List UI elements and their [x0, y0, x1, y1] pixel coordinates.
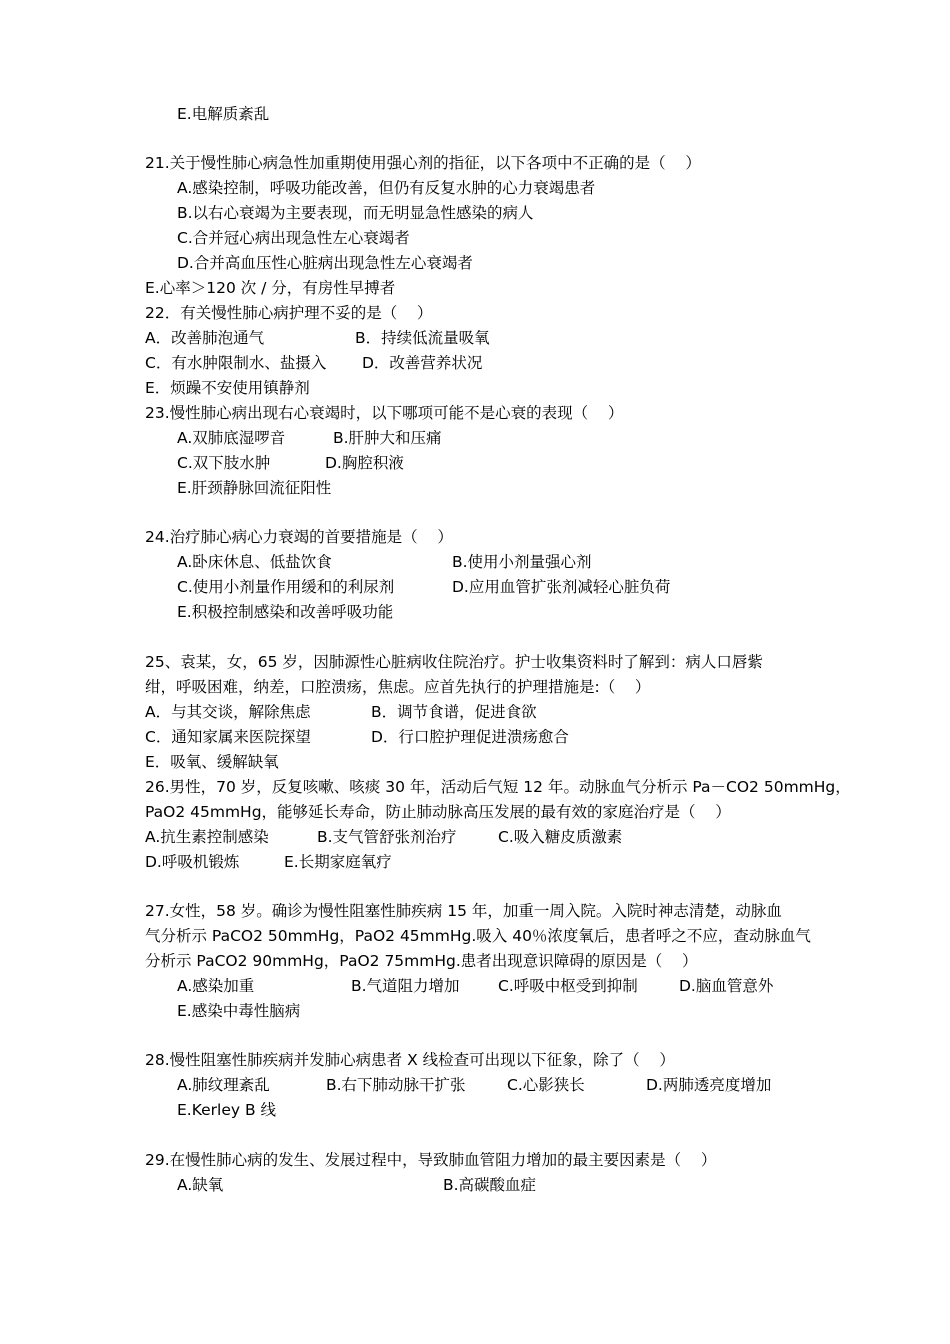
option-q21-c: C.合并冠心病出现急性左心衰竭者: [177, 229, 410, 247]
option-q26-e: E.长期家庭氧疗: [284, 853, 392, 871]
question-21-stem: 21.关于慢性肺心病急性加重期使用强心剂的指征，以下各项中不正确的是（ ）: [145, 154, 701, 172]
option-q22-b: B．持续低流量吸氧: [355, 329, 490, 347]
option-q24-a: A.卧床休息、低盐饮食: [177, 553, 332, 571]
option-q25-c: C．通知家属来医院探望: [145, 728, 311, 746]
question-23-stem: 23.慢性肺心病出现右心衰竭时，以下哪项可能不是心衰的表现（ ）: [145, 404, 624, 422]
option-q22-e: E．烦躁不安使用镇静剂: [145, 379, 310, 397]
question-22-stem: 22．有关慢性肺心病护理不妥的是（ ）: [145, 304, 433, 322]
option-q24-e: E.积极控制感染和改善呼吸功能: [177, 603, 394, 621]
option-q28-a: A.肺纹理紊乱: [177, 1076, 270, 1094]
option-q24-c: C.使用小剂量作用缓和的利尿剂: [177, 578, 395, 596]
question-27-stem-line3: 分析示 PaCO2 90mmHg，PaO2 75mmHg.患者出现意识障碍的原因是（ ）: [145, 952, 698, 970]
option-q20-e: E.电解质紊乱: [177, 105, 270, 123]
option-q28-c: C.心影狭长: [507, 1076, 585, 1094]
option-q26-d: D.呼吸机锻炼: [145, 853, 240, 871]
option-q27-b: B.气道阻力增加: [351, 977, 460, 995]
option-q27-e: E.感染中毒性脑病: [177, 1002, 301, 1020]
option-q26-a: A.抗生素控制感染: [145, 828, 269, 846]
option-q25-d: D．行口腔护理促进溃疡愈合: [371, 728, 569, 746]
option-q28-b: B.右下肺动脉干扩张: [326, 1076, 466, 1094]
question-25-stem-line1: 25、袁某，女，65 岁，因肺源性心脏病收住院治疗。护士收集资料时了解到：病人口唇紫: [145, 653, 763, 671]
option-q29-b: B.高碳酸血症: [443, 1176, 537, 1194]
option-q28-d: D.两肺透亮度增加: [646, 1076, 772, 1094]
option-q23-e: E.肝颈静脉回流征阳性: [177, 479, 332, 497]
option-q27-a: A.感染加重: [177, 977, 255, 995]
option-q23-b: B.肝肿大和压痛: [333, 429, 442, 447]
option-q27-c: C.呼吸中枢受到抑制: [498, 977, 638, 995]
option-q27-d: D.脑血管意外: [679, 977, 774, 995]
option-q24-b: B.使用小剂量强心剂: [452, 553, 592, 571]
question-27-stem-line1: 27.女性，58 岁。确诊为慢性阻塞性肺疾病 15 年，加重一周入院。入院时神志清楚，动脉血: [145, 902, 782, 920]
question-25-stem-line2: 绀，呼吸困难，纳差，口腔溃疡，焦虑。应首先执行的护理措施是:（ ）: [145, 678, 651, 696]
option-q25-b: B．调节食谱，促进食欲: [371, 703, 537, 721]
question-24-stem: 24.治疗肺心病心力衰竭的首要措施是（ ）: [145, 528, 453, 546]
option-q26-c: C.吸入糖皮质激素: [498, 828, 623, 846]
option-q24-d: D.应用血管扩张剂减轻心脏负荷: [452, 578, 671, 596]
option-q23-c: C.双下肢水肿: [177, 454, 271, 472]
option-q21-e: E.心率＞120 次 / 分，有房性早搏者: [145, 279, 396, 297]
question-28-stem: 28.慢性阻塞性肺疾病并发肺心病患者 X 线检查可出现以下征象，除了（ ）: [145, 1051, 675, 1069]
option-q25-e: E．吸氧、缓解缺氧: [145, 753, 279, 771]
question-27-stem-line2: 气分析示 PaCO2 50mmHg，PaO2 45mmHg.吸入 40％浓度氧后，患者呼之不应，查动脉血气: [145, 927, 811, 945]
option-q22-d: D．改善营养状况: [362, 354, 483, 372]
option-q29-a: A.缺氧: [177, 1176, 224, 1194]
option-q21-a: A.感染控制，呼吸功能改善，但仍有反复水肿的心力衰竭患者: [177, 179, 596, 197]
question-26-stem-line2: PaO2 45mmHg，能够延长寿命，防止肺动脉高压发展的最有效的家庭治疗是（ ）: [145, 803, 731, 821]
option-q23-d: D.胸腔积液: [325, 454, 404, 472]
option-q22-a: A．改善肺泡通气: [145, 329, 265, 347]
option-q21-b: B.以右心衰竭为主要表现，而无明显急性感染的病人: [177, 204, 534, 222]
option-q21-d: D.合并高血压性心脏病出现急性左心衰竭者: [177, 254, 473, 272]
question-26-stem-line1: 26.男性，70 岁，反复咳嗽、咳痰 30 年，活动后气短 12 年。动脉血气分析示 Pa－CO2 50mmHg，: [145, 778, 851, 796]
option-q25-a: A．与其交谈，解除焦虑: [145, 703, 311, 721]
question-29-stem: 29.在慢性肺心病的发生、发展过程中，导致肺血管阻力增加的最主要因素是（ ）: [145, 1151, 717, 1169]
option-q26-b: B.支气管舒张剂治疗: [317, 828, 457, 846]
option-q28-e: E.Kerley B 线: [177, 1101, 277, 1119]
option-q23-a: A.双肺底湿啰音: [177, 429, 286, 447]
option-q22-c: C．有水肿限制水、盐摄入: [145, 354, 327, 372]
